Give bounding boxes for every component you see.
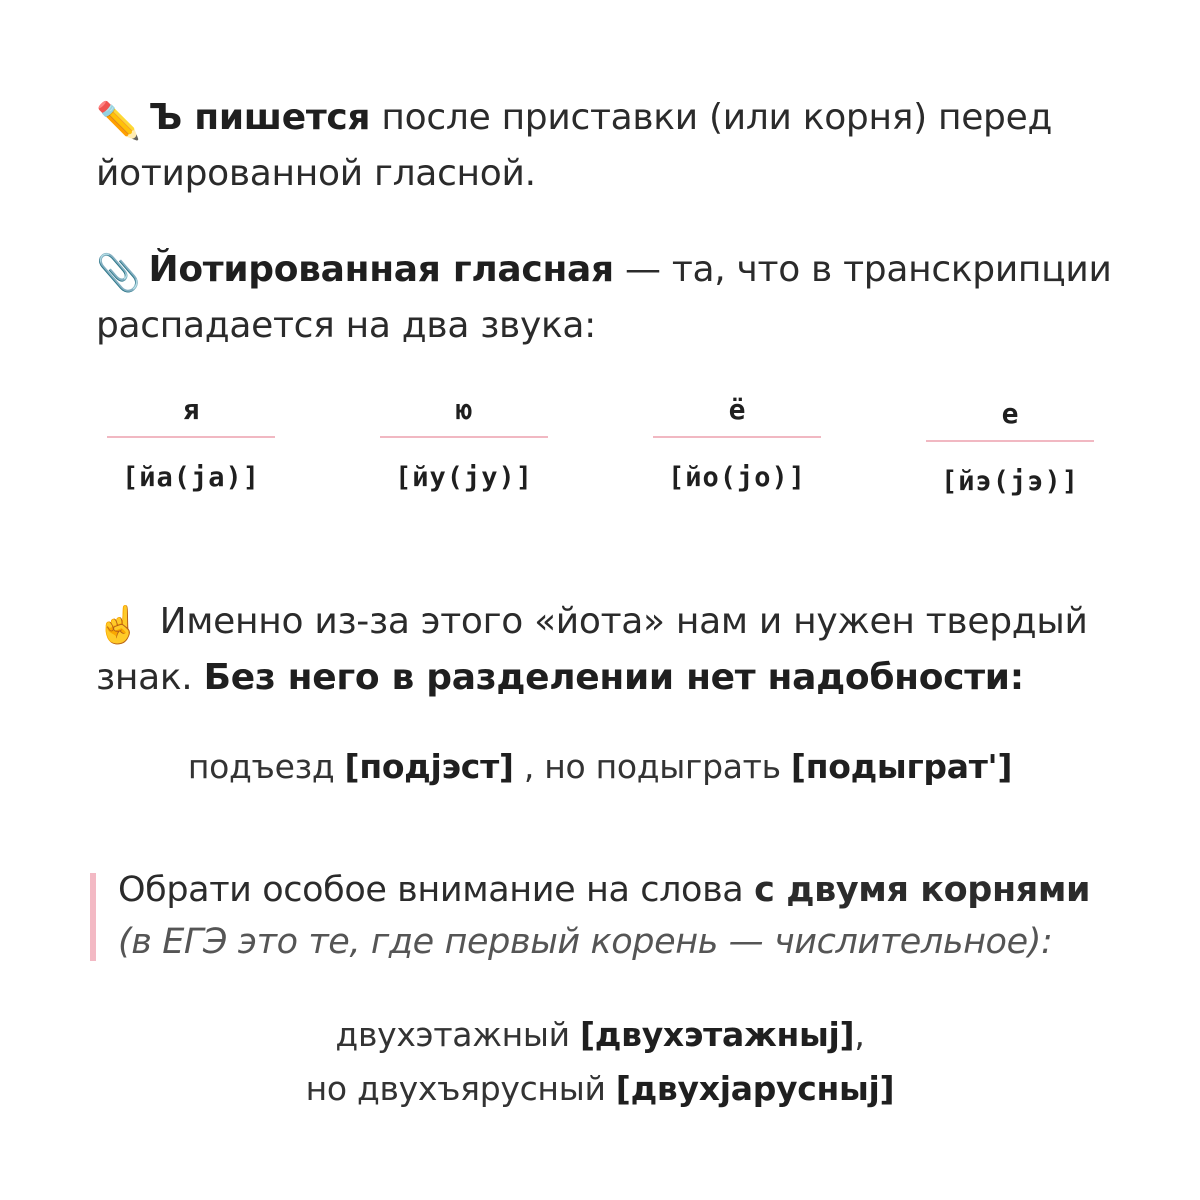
note-text: Обрати особое внимание на слова <box>118 870 755 910</box>
vowel-letter: ё <box>728 393 746 426</box>
rule-hard-sign <box>96 92 1156 200</box>
example-two-roots <box>0 1008 1200 1116</box>
example-transcription: [двухэтажныj] <box>580 1015 855 1054</box>
rule-iotated-bold: Йотированная гласная <box>148 249 614 290</box>
vowel-yo <box>653 392 821 496</box>
example-word: двухэтажный <box>335 1015 580 1054</box>
example-word: подъезд <box>187 747 345 786</box>
pencil-icon: ✏️ <box>96 101 141 142</box>
vowel-divider <box>926 440 1094 442</box>
example-separator: , но подыграть <box>513 747 791 786</box>
example-word: но двухъярусный <box>305 1069 616 1108</box>
example-transcription: [подыграт'] <box>790 747 1013 786</box>
vowel-yu <box>380 392 548 496</box>
vowel-transcription: [йэ(jэ)] <box>940 466 1080 497</box>
vowel-divider <box>107 436 275 438</box>
note-italic: (в ЕГЭ это те, где первый корень — числительное): <box>118 922 1053 962</box>
vowel-transcription: [йо(jo)] <box>667 462 807 493</box>
example-podyezd <box>0 740 1200 794</box>
pointing-finger-icon: ☝️ <box>96 605 141 646</box>
rule-why-bold: Без него в разделении нет надобности: <box>203 657 1024 698</box>
example-comma: , <box>854 1015 865 1054</box>
vowel-transcription: [йу(jy)] <box>394 462 534 493</box>
vowel-ya <box>107 392 275 496</box>
note-accent-bar <box>90 873 96 961</box>
rule-iotated-text: — та, что в транскрипции распадается на два звука: <box>96 249 1112 346</box>
vowel-letter: я <box>182 393 200 426</box>
example-transcription: [подjэст] <box>344 747 514 786</box>
rule-hard-sign-bold: Ъ пишется <box>148 97 371 138</box>
rule-hard-sign-text: после приставки (или корня) перед йотированной гласной. <box>96 97 1053 194</box>
note-two-roots <box>118 864 1178 968</box>
rule-why-hard-sign <box>96 596 1156 704</box>
note-bold: с двумя корнями <box>754 870 1091 910</box>
vowel-transcription: [йа(ja)] <box>121 462 261 493</box>
example-transcription: [двухjаруcныj] <box>615 1069 895 1108</box>
vowel-letter: ю <box>455 393 473 426</box>
vowel-letter: е <box>1001 397 1019 430</box>
rule-why-text: Именно из-за этого «йота» нам и нужен твердый знак. <box>96 601 1088 698</box>
vowel-ye <box>926 396 1094 500</box>
vowel-divider <box>653 436 821 438</box>
paperclip-icon: 📎 <box>96 253 141 294</box>
rule-iotated-vowel <box>96 244 1156 352</box>
vowel-divider <box>380 436 548 438</box>
